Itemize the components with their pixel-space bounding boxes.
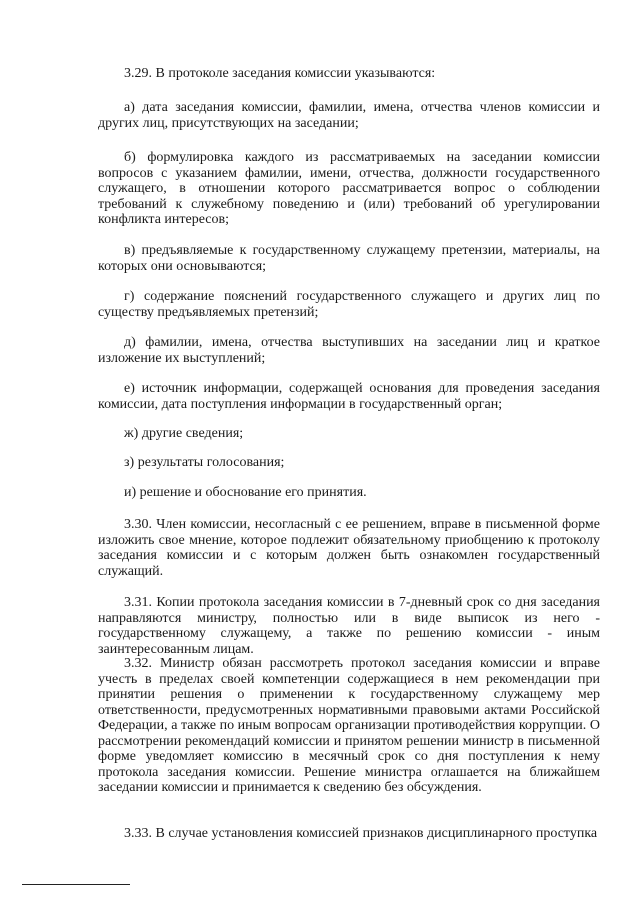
paragraph-3-30: 3.30. Член комиссии, несогласный с ее решением, вправе в письменной форме изложить свое мнение, которое подлежит обязательному приобщению к протоколу заседания комиссии и с которым должен быть ознакомлен государственный служащий. [98, 517, 600, 579]
paragraph-item-v: в) предъявляемые к государственному служащему претензии, материалы, на которых они основываются; [98, 243, 600, 274]
paragraph-3-31: 3.31. Копии протокола заседания комиссии в 7-дневный срок со дня заседания направляются министру, полностью или в виде выписок из него - государственному служащему, а также по решению комиссии - иным заинтересованным лицам. [98, 595, 600, 657]
paragraph-item-zh: ж) другие сведения; [124, 426, 244, 441]
paragraph-item-d: д) фамилии, имена, отчества выступивших на заседании лиц и краткое изложение их выступлений; [98, 335, 600, 366]
paragraph-item-e: е) источник информации, содержащей основания для проведения заседания комиссии, дата поступления информации в государственный орган; [98, 381, 600, 412]
paragraph-item-i: и) решение и обоснование его принятия. [124, 485, 367, 500]
paragraph-item-b: б) формулировка каждого из рассматриваемых на заседании комиссии вопросов с указанием фамилии, имени, отчества, должности государственного служащего, в отношении которого рассматривается вопрос о соблюдении требований к служебному поведению и (или) требований об урегулировании конфликта интересов; [98, 150, 600, 227]
footnote-separator-line [22, 884, 130, 885]
paragraph-3-32: 3.32. Министр обязан рассмотреть протокол заседания комиссии и вправе учесть в пределах своей компетенции содержащиеся в нем рекомендации при принятии решения о применении к государственному служащему мер ответственности, предусмотренных нормативными правовыми актами Российской Федерации, а также по иным вопросам организации противодействия коррупции. О рассмотрении рекомендаций комиссии и принятом решении министр в письменной форме уведомляет комиссию в месячный срок со дня поступления к нему протокола заседания комиссии. Решение министра оглашается на ближайшем заседании комиссии и принимается к сведению без обсуждения. [98, 656, 600, 795]
paragraph-3-33: 3.33. В случае установления комиссией признаков дисциплинарного проступка [124, 826, 598, 841]
paragraph-item-a: а) дата заседания комиссии, фамилии, имена, отчества членов комиссии и других лиц, присутствующих на заседании; [98, 100, 600, 131]
paragraph-item-g: г) содержание пояснений государственного служащего и других лиц по существу предъявляемых претензий; [98, 289, 600, 320]
paragraph-3-29: 3.29. В протоколе заседания комиссии указываются: [124, 66, 436, 81]
paragraph-item-z: з) результаты голосования; [124, 455, 285, 470]
